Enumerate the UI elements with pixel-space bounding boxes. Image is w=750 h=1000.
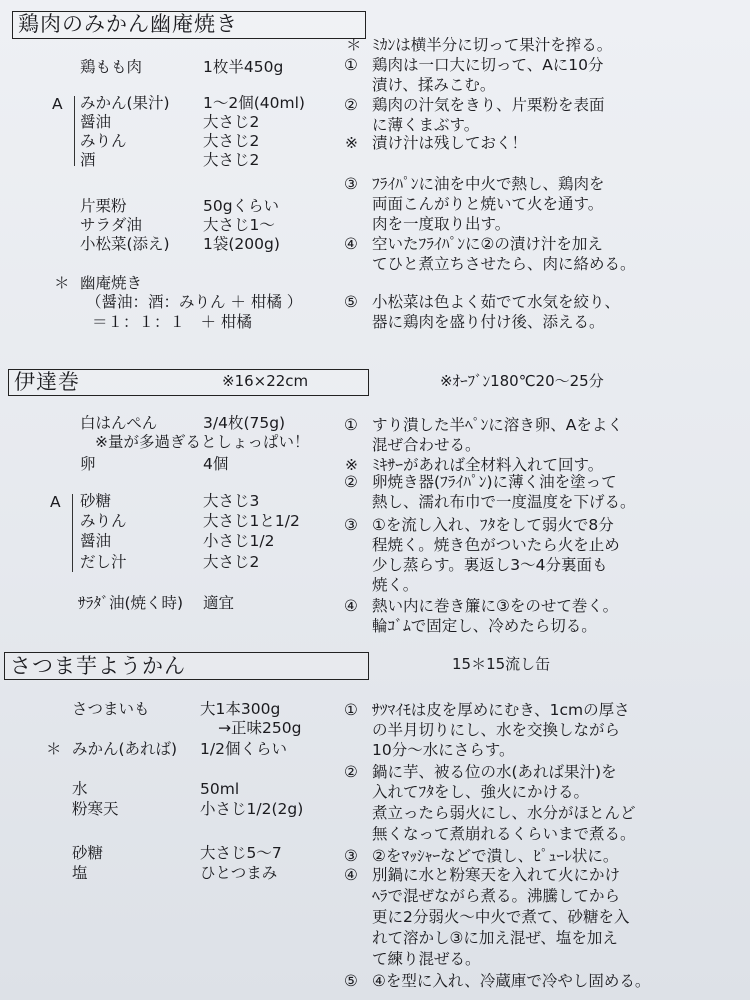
ingredient-amount: 大さじ3 xyxy=(203,492,260,510)
ingredient-amount: 1袋(200g) xyxy=(203,235,280,253)
ingredient-name: みりん xyxy=(80,512,127,530)
pan-size: ※16×22cm xyxy=(222,372,309,390)
step-mark: ⑤ xyxy=(344,293,358,311)
step-text: 熱し、濡れ布巾で一度温度を下げる。 xyxy=(372,493,636,511)
pan-size: 15＊15流し缶 xyxy=(452,655,551,673)
ingredient-name: ｻﾗﾀﾞ油(焼く時) xyxy=(78,594,184,612)
step-text: 卵焼き器(ﾌﾗｲﾊﾟﾝ)に薄く油を塗って xyxy=(372,473,617,491)
step-text: 両面こんがりと焼いて火を通す。 xyxy=(372,195,604,213)
ingredient-name: 酒 xyxy=(80,151,96,169)
ingredient-amount: 1〜2個(40ml) xyxy=(203,94,305,112)
step-text: 10分〜水にさらす。 xyxy=(372,741,515,759)
group-bracket xyxy=(74,96,75,166)
ingredient-name: 片栗粉 xyxy=(80,197,127,215)
step-text: 別鍋に水と粉寒天を入れて火にかけ xyxy=(372,866,621,884)
step-text: に薄くまぶす。 xyxy=(372,116,480,134)
step-mark: ④ xyxy=(344,597,358,615)
step-text: 煮立ったら弱火にし、水分がほとんど xyxy=(372,804,636,822)
step-text: ﾍﾗで混ぜながら煮る。沸騰してから xyxy=(372,887,621,905)
step-mark: ② xyxy=(344,763,358,781)
step-text: 漬け汁は残しておく！ xyxy=(372,134,528,152)
group-label: A xyxy=(52,95,63,113)
step-text: ①を流し入れ、ﾌﾀをして弱火で8分 xyxy=(372,516,614,534)
ingredient-amount: 適宜 xyxy=(203,594,235,612)
sauce-ratio-line: （醤油：酒：みりん ＋ 柑橘 ） xyxy=(86,293,303,311)
ingredient-name: 卵 xyxy=(80,455,96,473)
ingredient-amount: ひとつまみ xyxy=(200,864,278,882)
ingredient-amount: 大さじ1〜 xyxy=(203,216,275,234)
step-mark: ② xyxy=(344,473,358,491)
step-text: ④を型に入れ、冷蔵庫で冷やし固める。 xyxy=(372,972,651,990)
extra-mark: ＊ xyxy=(54,274,70,292)
ingredient-name: 白はんぺん xyxy=(80,414,158,432)
step-text: 程焼く。焼き色がついたら火を止め xyxy=(372,536,620,554)
step-text: て練り混ぜる。 xyxy=(372,950,481,968)
ingredient-name: 小松菜(添え) xyxy=(80,235,170,253)
step-text: 混ぜ合わせる。 xyxy=(372,436,481,454)
step-text: 肉を一度取り出す。 xyxy=(372,215,511,233)
ingredient-name: 醤油 xyxy=(80,532,112,550)
step-mark: ※ xyxy=(345,134,358,152)
ingredient-name: 塩 xyxy=(72,864,88,882)
step-mark: ① xyxy=(344,701,358,719)
step-text: てひと煮立ちさせたら、肉に絡める。 xyxy=(372,255,636,273)
step-text: 入れてﾌﾀをし、強火にかける。 xyxy=(372,783,590,801)
step-text: 更に2分弱火〜中火で煮て、砂糖を入 xyxy=(372,908,630,926)
step-text: れて溶かし③に加え混ぜ、塩を加え xyxy=(372,929,618,947)
step-text: 鍋に芋、被る位の水(あれば果汁)を xyxy=(372,763,617,781)
warning-note: ※量が多過ぎるとしょっぱい！ xyxy=(95,433,310,451)
ingredient-amount: 3/4枚(75g) xyxy=(203,414,286,432)
ingredient-amount: 大1本300g xyxy=(200,700,281,718)
step-text: ｻﾂﾏｲﾓは皮を厚めにむき、1cmの厚さ xyxy=(372,701,630,719)
step-mark: ③ xyxy=(344,516,358,534)
step-text: の半月切りにし、水を交換しながら xyxy=(372,721,621,739)
ingredient-amount: 大さじ2 xyxy=(203,151,260,169)
step-text: ②をﾏｯｼｬｰなどで潰し、ﾋﾟｭｰﾚ状に。 xyxy=(372,847,619,865)
step-text: 漬け、揉みこむ。 xyxy=(372,76,496,94)
recipe-title: 伊達巻 xyxy=(14,370,80,394)
step-text: 鶏肉の汁気をきり、片栗粉を表面 xyxy=(372,96,605,114)
ingredient-amount: 1枚半450g xyxy=(203,58,284,76)
ingredient-amount: 1/2個くらい xyxy=(200,740,287,758)
ingredient-amount: 小さじ1/2(2g) xyxy=(200,800,304,818)
step-mark: ① xyxy=(344,56,358,74)
ingredient-amount: 大さじ2 xyxy=(203,553,260,571)
ingredient-amount: 50ml xyxy=(200,780,240,798)
step-text: 空いたﾌﾗｲﾊﾟﾝに②の漬け汁を加え xyxy=(372,235,603,253)
ingredient-amount: 50gくらい xyxy=(203,197,280,215)
ingredient-name: みりん xyxy=(80,132,127,150)
ingredient-name: 砂糖 xyxy=(72,844,104,862)
ingredient-name: 粉寒天 xyxy=(72,800,119,818)
ingredient-name: 醤油 xyxy=(80,113,112,131)
sauce-ratio-title: 幽庵焼き xyxy=(80,274,143,292)
step-text: すり潰した半ﾍﾟﾝに溶き卵、Aをよく xyxy=(372,416,623,434)
sauce-ratio-line: ＝１：１：１ ＋ 柑橘 xyxy=(92,313,252,331)
step-mark: ③ xyxy=(344,847,358,865)
step-text: 鶏肉は一口大に切って、Aに10分 xyxy=(372,56,604,74)
step-text: ﾌﾗｲﾊﾟﾝに油を中火で熱し、鶏肉を xyxy=(372,175,605,193)
ingredient-amount: 小さじ1/2 xyxy=(203,532,275,550)
ingredient-name: みかん(あれば) xyxy=(72,740,178,758)
step-text: 器に鶏肉を盛り付け後、添える。 xyxy=(372,313,605,331)
step-text: 小松菜は色よく茹でて水気を絞り、 xyxy=(372,293,621,311)
step-mark: ④ xyxy=(344,866,358,884)
ingredient-name: みかん(果汁) xyxy=(80,94,170,112)
ingredient-name: だし汁 xyxy=(80,553,127,571)
ingredient-amount: 大さじ2 xyxy=(203,132,260,150)
step-text: ﾐｶﾝは横半分に切って果汁を搾る。 xyxy=(372,36,613,54)
step-text: 熱い内に巻き簾に③をのせて巻く。 xyxy=(372,597,619,615)
step-text: 無くなって煮崩れるくらいまで煮る。 xyxy=(372,825,636,843)
ingredient-amount: 大さじ1と1/2 xyxy=(203,512,300,530)
ingredient-name: 水 xyxy=(72,780,88,798)
ingredient-name: 砂糖 xyxy=(80,492,112,510)
step-text: ﾐｷｻｰがあれば全材料入れて回す。 xyxy=(372,456,604,474)
step-text: 焼く。 xyxy=(372,576,419,594)
step-mark: ④ xyxy=(344,235,358,253)
recipe-title: 鶏肉のみかん幽庵焼き xyxy=(18,12,238,36)
step-text: 輪ｺﾞﾑで固定し、冷めたら切る。 xyxy=(372,617,597,635)
ingredient-amount: 大さじ5〜7 xyxy=(200,844,282,862)
step-mark: ② xyxy=(344,96,358,114)
group-bracket xyxy=(72,494,73,572)
ingredient-amount: 4個 xyxy=(203,455,229,473)
ingredient-name: サラダ油 xyxy=(80,216,142,234)
ingredient-amount: 大さじ2 xyxy=(203,113,260,131)
recipe-title: さつま芋ようかん xyxy=(10,654,186,678)
ingredient-name: 鶏もも肉 xyxy=(80,58,143,76)
step-mark: ⑤ xyxy=(344,972,358,990)
step-mark: ＊ xyxy=(346,36,362,54)
step-text: 少し蒸らす。裏返し3〜4分裏面も xyxy=(372,556,608,574)
ingredient-amount: →正味250g xyxy=(218,719,302,737)
oven-setting: ※ｵｰﾌﾞﾝ180℃20〜25分 xyxy=(440,372,604,390)
step-mark: ③ xyxy=(344,175,358,193)
step-mark: ① xyxy=(344,416,358,434)
ingredient-name: さつまいも xyxy=(72,700,150,718)
optional-mark: ＊ xyxy=(46,740,62,758)
group-label: A xyxy=(50,493,61,511)
step-mark: ※ xyxy=(345,456,358,474)
